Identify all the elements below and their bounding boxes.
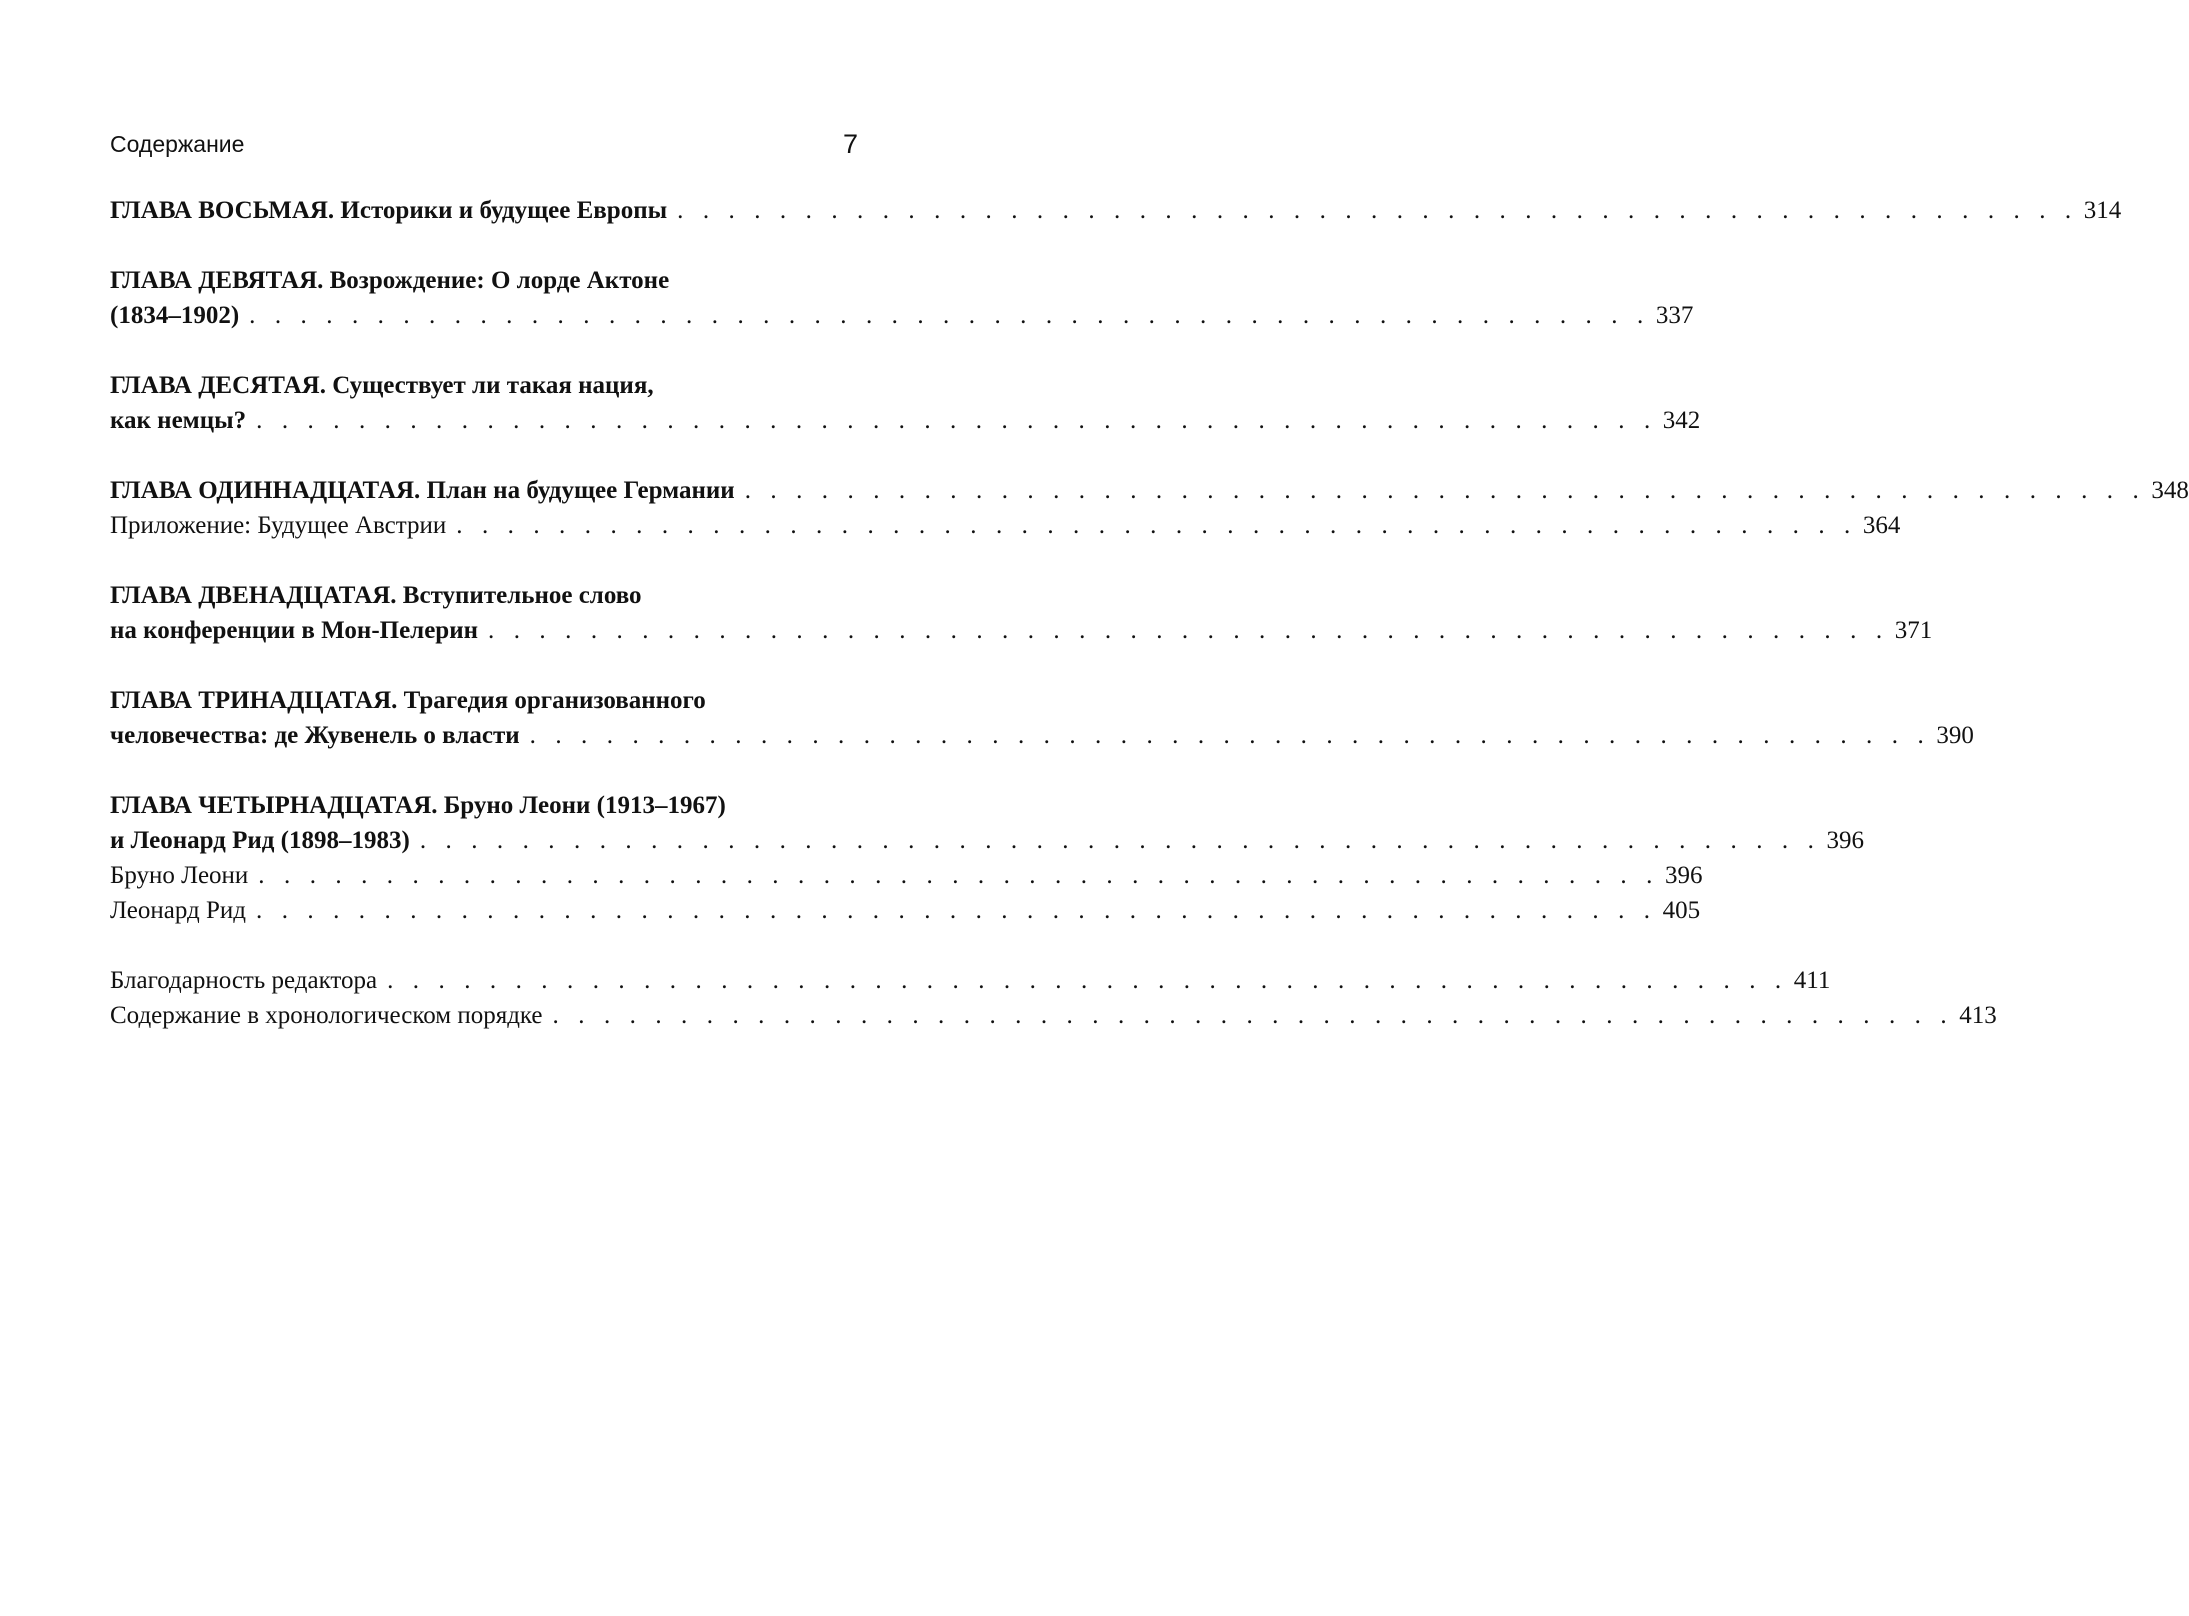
toc-chapter-9[interactable]	[110, 263, 1694, 333]
subentry-title: Леонард Рид	[110, 897, 246, 924]
chapter-title-continued: на конференции в Мон-Пелерин	[110, 617, 479, 644]
table-of-contents	[110, 193, 2189, 1033]
backmatter-title: Содержание в хронологическом порядке	[110, 1002, 543, 1029]
toc-subentry[interactable]	[110, 893, 1701, 928]
toc-subentry[interactable]	[110, 508, 1901, 543]
running-title: Содержание	[110, 131, 245, 157]
toc-subentry[interactable]	[110, 858, 1703, 893]
subentry-page-number: 396	[1664, 862, 1703, 889]
dot-leader: . . . . . . . . . . . . . . . . . . . . . . . . . . . . . . . . . . . . . . . . . . . . . . . . . . . . . . .	[677, 197, 2078, 224]
toc-chapter-10[interactable]	[110, 368, 1701, 438]
dot-leader: . . . . . . . . . . . . . . . . . . . . . . . . . . . . . . . . . . . . . . . . . . . . . . . . . . . . . . .	[744, 477, 2146, 504]
toc-entry-line	[110, 718, 1974, 753]
chapter-title-line: ГЛАВА ДЕСЯТАЯ. Существует ли такая нация,	[110, 372, 654, 399]
toc-chapter-8[interactable]	[110, 193, 2122, 228]
backmatter-page-number: 413	[1959, 1002, 1997, 1029]
chapter-title-line: ГЛАВА ЧЕТЫРНАДЦАТАЯ. Бруно Леони (1913–1967)	[110, 792, 726, 819]
toc-entry-line	[110, 613, 1933, 648]
chapter-page-number: 342	[1662, 407, 1701, 434]
chapter-title-continued: человечества: де Жувенель о власти	[110, 722, 520, 749]
chapter-title-continued: как немцы?	[110, 407, 247, 434]
chapter-title-line: ГЛАВА ТРИНАДЦАТАЯ. Трагедия организованного	[110, 687, 706, 714]
chapter-title-line: ГЛАВА ДЕВЯТАЯ. Возрождение: О лорде Актоне	[110, 267, 670, 294]
toc-chapter-11[interactable]	[110, 473, 2189, 543]
chapter-page-number: 348	[2151, 477, 2189, 504]
toc-entry-line	[110, 473, 2189, 508]
chapter-title-continued: и Леонард Рид (1898–1983)	[110, 827, 410, 854]
dot-leader: . . . . . . . . . . . . . . . . . . . . . . . . . . . . . . . . . . . . . . . . . . . . . . . . . . . . . . .	[529, 722, 1931, 749]
chapter-page-number: 371	[1894, 617, 1933, 644]
dot-leader: . . . . . . . . . . . . . . . . . . . . . . . . . . . . . . . . . . . . . . . . . . . . . . . . . . . . . . .	[488, 617, 1889, 644]
dot-leader: . . . . . . . . . . . . . . . . . . . . . . . . . . . . . . . . . . . . . . . . . . . . . . . . . . . . . . .	[456, 512, 1857, 539]
dot-leader: . . . . . . . . . . . . . . . . . . . . . . . . . . . . . . . . . . . . . . . . . . . . . . . . . . . . . . .	[258, 862, 1659, 889]
chapter-title-line: ГЛАВА ДВЕНАДЦАТАЯ. Вступительное слово	[110, 582, 642, 609]
toc-entry-line	[110, 823, 1864, 858]
backmatter-page-number: 411	[1793, 967, 1831, 994]
dot-leader: . . . . . . . . . . . . . . . . . . . . . . . . . . . . . . . . . . . . . . . . . . . . . . . . . . . . . . .	[249, 302, 1650, 329]
running-header	[110, 124, 858, 164]
subentry-page-number: 405	[1662, 897, 1701, 924]
toc-chapter-13[interactable]	[110, 683, 1974, 753]
toc-backmatter-entry[interactable]	[110, 998, 1997, 1033]
dot-leader: . . . . . . . . . . . . . . . . . . . . . . . . . . . . . . . . . . . . . . . . . . . . . . . . . . . . . . .	[552, 1002, 1954, 1029]
subentry-title: Приложение: Будущее Австрии	[110, 512, 447, 539]
subentry-title: Бруно Леони	[110, 862, 249, 889]
toc-entry-line	[110, 403, 1701, 438]
chapter-title: ГЛАВА ВОСЬМАЯ. Историки и будущее Европы	[110, 197, 668, 224]
chapter-title-continued: (1834–1902)	[110, 302, 240, 329]
dot-leader: . . . . . . . . . . . . . . . . . . . . . . . . . . . . . . . . . . . . . . . . . . . . . . . . . . . . . . .	[419, 827, 1821, 854]
chapter-page-number: 390	[1936, 722, 1974, 749]
page-number: 7	[842, 129, 858, 159]
toc-entry-line	[110, 298, 1694, 333]
chapter-title: ГЛАВА ОДИННАДЦАТАЯ. План на будущее Германии	[110, 477, 735, 504]
subentry-page-number: 364	[1862, 512, 1901, 539]
dot-leader: . . . . . . . . . . . . . . . . . . . . . . . . . . . . . . . . . . . . . . . . . . . . . . . . . . . . . . .	[387, 967, 1788, 994]
toc-backmatter-entry[interactable]	[110, 963, 1831, 998]
chapter-page-number: 314	[2083, 197, 2122, 224]
dot-leader: . . . . . . . . . . . . . . . . . . . . . . . . . . . . . . . . . . . . . . . . . . . . . . . . . . . . . . .	[256, 407, 1657, 434]
toc-chapter-12[interactable]	[110, 578, 1933, 648]
dot-leader: . . . . . . . . . . . . . . . . . . . . . . . . . . . . . . . . . . . . . . . . . . . . . . . . . . . . . . .	[256, 897, 1657, 924]
toc-entry-line	[110, 193, 2122, 228]
toc-chapter-14[interactable]	[110, 788, 1864, 928]
toc-backmatter	[110, 963, 1997, 1033]
chapter-page-number: 396	[1826, 827, 1864, 854]
backmatter-title: Благодарность редактора	[110, 967, 378, 994]
chapter-page-number: 337	[1655, 302, 1694, 329]
